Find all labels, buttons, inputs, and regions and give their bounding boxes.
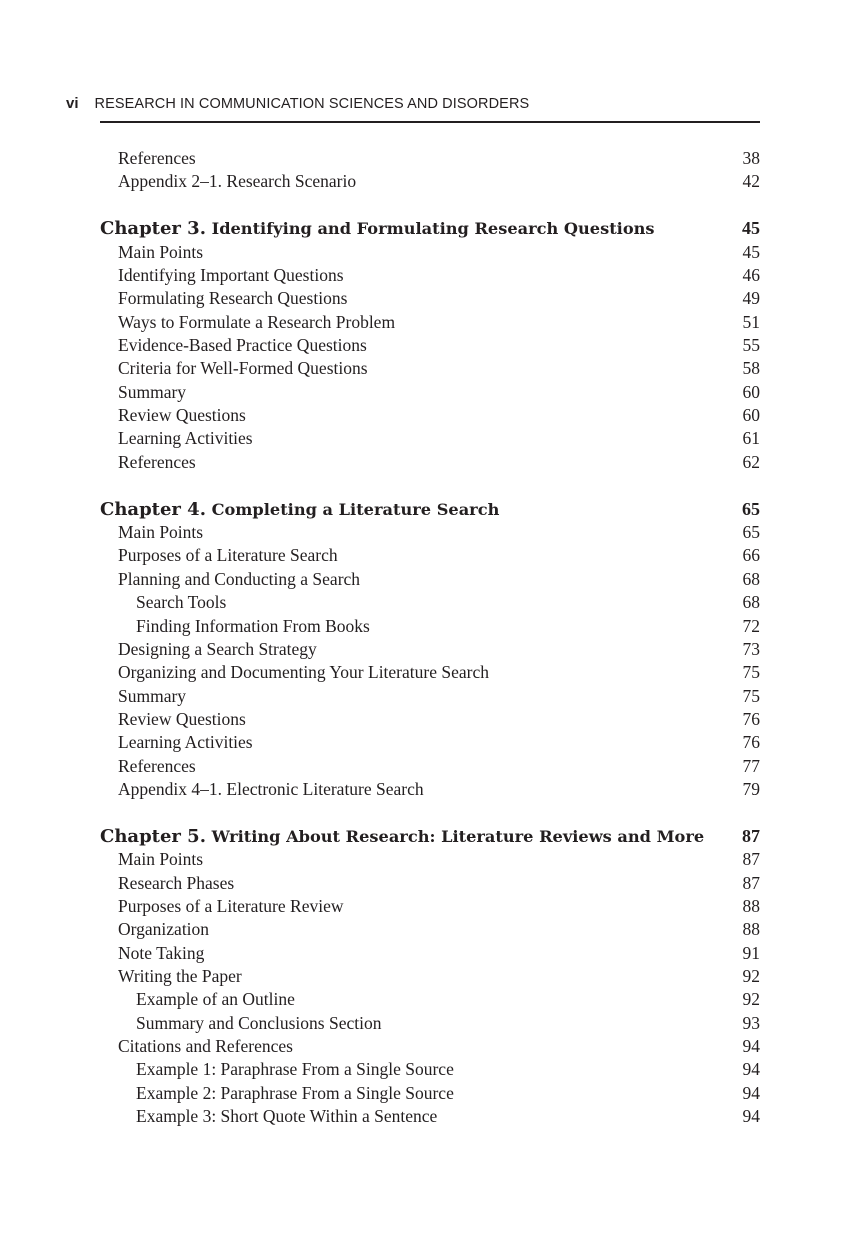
entry-page-number: 73 xyxy=(742,638,760,659)
entry-title: Summary xyxy=(118,381,187,402)
toc-entry xyxy=(100,171,760,195)
chapter-name: Writing About Research: Literature Reviews and More xyxy=(205,826,705,846)
entry-title: Example 2: Paraphrase From a Single Source xyxy=(136,1082,454,1103)
entry-page-number: 75 xyxy=(742,685,760,706)
toc-entry xyxy=(100,1036,760,1060)
toc-entry xyxy=(100,592,760,616)
toc-entry xyxy=(100,1083,760,1107)
toc-entry xyxy=(100,569,760,593)
toc-entry xyxy=(100,639,760,663)
toc-chapter-entry xyxy=(100,218,760,242)
toc-entry xyxy=(100,873,760,897)
entry-page-number: 42 xyxy=(742,171,760,192)
toc-entry xyxy=(100,452,760,476)
toc-entry xyxy=(100,545,760,569)
entry-page-number: 51 xyxy=(742,311,760,332)
toc-entry xyxy=(100,732,760,756)
toc-entry xyxy=(100,312,760,336)
entry-page-number: 68 xyxy=(742,592,760,613)
toc-entry xyxy=(100,148,760,172)
entry-page-number: 49 xyxy=(742,288,760,309)
toc-entry xyxy=(100,662,760,686)
chapter-title xyxy=(100,499,700,520)
entry-title: Evidence-Based Practice Questions xyxy=(118,335,367,356)
entry-page-number: 58 xyxy=(742,358,760,379)
entry-title: Designing a Search Strategy xyxy=(118,638,317,659)
toc-entry xyxy=(100,428,760,452)
toc-entry xyxy=(100,779,760,803)
entry-title: Search Tools xyxy=(136,592,227,613)
entry-page-number: 45 xyxy=(742,218,760,239)
entry-title: Purposes of a Literature Search xyxy=(118,545,338,566)
entry-page-number: 45 xyxy=(742,241,760,262)
entry-title: References xyxy=(118,755,196,776)
toc-entry xyxy=(100,382,760,406)
chapter-name: Completing a Literature Search xyxy=(205,499,500,519)
toc-entry xyxy=(100,358,760,382)
entry-title: Note Taking xyxy=(118,942,205,963)
chapter-name: Identifying and Formulating Research Questions xyxy=(205,219,655,239)
entry-page-number: 60 xyxy=(742,405,760,426)
toc-entry xyxy=(100,616,760,640)
toc-entry xyxy=(100,242,760,266)
entry-page-number: 61 xyxy=(742,428,760,449)
toc-entry xyxy=(100,1106,760,1130)
toc-entry xyxy=(100,966,760,990)
entry-title: Formulating Research Questions xyxy=(118,288,348,309)
toc-entry xyxy=(100,1013,760,1037)
entry-page-number: 94 xyxy=(742,1059,760,1080)
entry-page-number: 68 xyxy=(742,568,760,589)
entry-page-number: 88 xyxy=(742,919,760,940)
entry-title: Example 1: Paraphrase From a Single Source xyxy=(136,1059,454,1080)
toc-entry xyxy=(100,1059,760,1083)
entry-page-number: 87 xyxy=(742,872,760,893)
entry-title: Identifying Important Questions xyxy=(118,265,344,285)
entry-title: References xyxy=(118,451,196,472)
toc-entry xyxy=(100,335,760,359)
toc-chapter-entry xyxy=(100,499,760,523)
entry-page-number: 94 xyxy=(742,1106,760,1127)
entry-page-number: 62 xyxy=(742,451,760,472)
toc-entry xyxy=(100,686,760,710)
entry-title: Organization xyxy=(118,919,210,940)
entry-title: Organizing and Documenting Your Literature Search xyxy=(118,662,489,683)
entry-title: Learning Activities xyxy=(118,428,253,449)
entry-title: Summary and Conclusions Section xyxy=(136,1012,382,1033)
toc-entry xyxy=(100,405,760,429)
toc-entry xyxy=(100,896,760,920)
entry-page-number: 79 xyxy=(742,778,760,799)
toc-entry xyxy=(100,989,760,1013)
entry-page-number: 93 xyxy=(742,1012,760,1033)
entry-title: References xyxy=(118,148,196,168)
toc-entry xyxy=(100,522,760,546)
entry-title: Main Points xyxy=(118,849,204,870)
entry-title: Main Points xyxy=(118,522,204,543)
entry-page-number: 92 xyxy=(742,966,760,986)
toc-chapter-entry xyxy=(100,826,760,850)
toc-entry xyxy=(100,756,760,780)
entry-title: Summary xyxy=(118,685,187,706)
entry-page-number: 76 xyxy=(742,708,760,729)
entry-page-number: 76 xyxy=(742,732,760,753)
entry-page-number: 65 xyxy=(742,522,760,543)
entry-page-number: 65 xyxy=(742,498,760,519)
entry-title: Appendix 4–1. Electronic Literature Search xyxy=(118,778,424,799)
entry-title: Ways to Formulate a Research Problem xyxy=(118,311,396,332)
chapter-number: Chapter 3. xyxy=(100,218,206,240)
entry-title: Main Points xyxy=(118,241,204,262)
entry-title: Writing the Paper xyxy=(118,966,242,986)
entry-title: Planning and Conducting a Search xyxy=(118,568,361,589)
entry-title: Review Questions xyxy=(118,405,246,426)
entry-page-number: 55 xyxy=(742,335,760,356)
chapter-number: Chapter 4. xyxy=(100,498,206,520)
entry-page-number: 94 xyxy=(742,1036,760,1057)
entry-title: Learning Activities xyxy=(118,732,253,753)
toc-entry xyxy=(100,709,760,733)
entry-page-number: 88 xyxy=(742,895,760,916)
entry-title: Finding Information From Books xyxy=(136,615,370,636)
entry-title: Review Questions xyxy=(118,708,246,729)
entry-page-number: 72 xyxy=(742,615,760,636)
entry-page-number: 91 xyxy=(742,942,760,963)
chapter-title xyxy=(100,826,704,847)
entry-page-number: 77 xyxy=(742,755,760,776)
entry-title: Example 3: Short Quote Within a Sentence xyxy=(136,1106,438,1127)
entry-page-number: 87 xyxy=(742,849,760,870)
chapter-title xyxy=(100,218,700,239)
entry-page-number: 94 xyxy=(742,1082,760,1103)
entry-title: Research Phases xyxy=(118,872,235,893)
entry-page-number: 60 xyxy=(742,381,760,402)
entry-page-number: 92 xyxy=(742,989,760,1010)
entry-title: Purposes of a Literature Review xyxy=(118,895,344,916)
page-number: vi xyxy=(66,95,79,112)
running-title: RESEARCH IN COMMUNICATION SCIENCES AND DISORDERS xyxy=(94,96,530,112)
entry-page-number: 75 xyxy=(742,662,760,683)
entry-page-number: 87 xyxy=(742,825,760,846)
entry-page-number: 38 xyxy=(742,148,760,168)
entry-title: Criteria for Well-Formed Questions xyxy=(118,358,368,379)
chapter-number: Chapter 5. xyxy=(100,825,206,847)
entry-page-number: 46 xyxy=(742,265,760,285)
toc-entry xyxy=(100,849,760,873)
toc-entry xyxy=(100,265,760,289)
toc-entry xyxy=(100,919,760,943)
entry-title: Example of an Outline xyxy=(136,989,295,1010)
entry-title: Appendix 2–1. Research Scenario xyxy=(118,171,357,192)
entry-title: Citations and References xyxy=(118,1036,293,1057)
toc-entry xyxy=(100,288,760,312)
entry-page-number: 66 xyxy=(742,545,760,566)
toc-entry xyxy=(100,943,760,967)
